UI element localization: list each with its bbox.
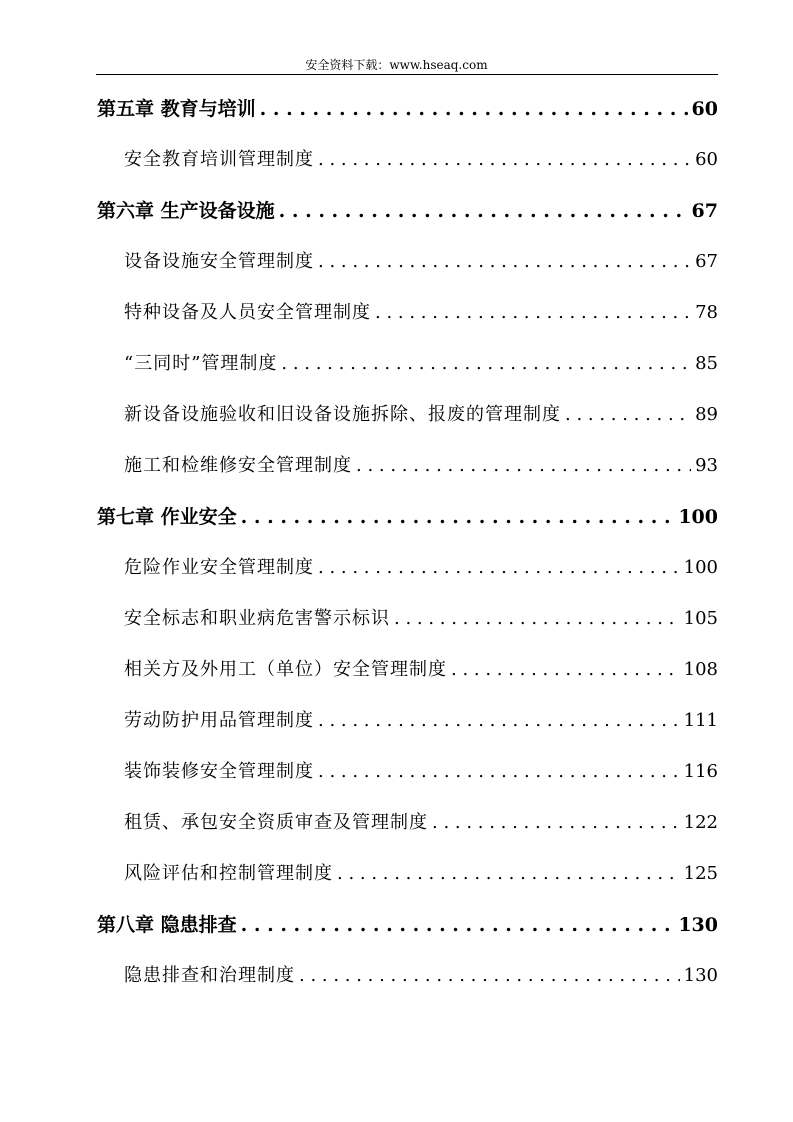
toc-entry-title: 第六章 生产设备设施	[97, 200, 275, 222]
toc-page-number: 130	[683, 965, 718, 986]
toc-page-number: 111	[683, 710, 718, 731]
toc-leader	[318, 706, 680, 736]
toc-entry-title: 劳动防护用品管理制度	[124, 710, 314, 731]
toc-entry-title: 安全标志和职业病危害警示标识	[124, 608, 390, 629]
toc-section[interactable]	[124, 655, 718, 685]
toc-leader	[279, 196, 688, 226]
toc-page-number: 105	[683, 608, 718, 629]
toc-section[interactable]	[124, 961, 718, 991]
toc-section[interactable]	[124, 757, 718, 787]
toc-entry-title: 新设备设施验收和旧设备设施拆除、报废的管理制度	[124, 404, 561, 425]
toc-chapter-8[interactable]	[97, 910, 718, 940]
toc-leader	[318, 757, 680, 787]
toc-page-number: 100	[678, 506, 718, 528]
toc-section[interactable]	[124, 400, 718, 430]
toc-leader	[451, 655, 680, 685]
header-rule	[96, 74, 718, 75]
toc-entry-title: “三同时”管理制度	[124, 353, 278, 374]
toc-chapter-6[interactable]	[97, 196, 718, 226]
toc-page-number: 60	[695, 149, 718, 170]
toc-leader	[565, 400, 691, 430]
toc-section[interactable]	[124, 145, 718, 175]
toc-leader	[299, 961, 680, 991]
toc-entry-title: 第八章 隐患排查	[97, 914, 237, 936]
toc-leader	[241, 502, 675, 532]
toc-page-number: 116	[683, 761, 718, 782]
toc-page-number: 67	[691, 200, 718, 222]
page-header: 安全资料下载：www.hseaq.com	[305, 58, 488, 72]
toc-leader	[318, 553, 680, 583]
toc-page-number: 67	[695, 251, 718, 272]
toc-leader	[337, 859, 680, 889]
toc-section[interactable]	[124, 706, 718, 736]
toc-leader	[318, 247, 691, 277]
toc-section[interactable]	[124, 604, 718, 634]
toc-leader	[281, 349, 691, 379]
toc-entry-title: 安全教育培训管理制度	[124, 149, 314, 170]
toc-entry-title: 特种设备及人员安全管理制度	[124, 302, 371, 323]
toc-page-number: 89	[695, 404, 718, 425]
toc-page-number: 100	[683, 557, 718, 578]
toc-chapter-5[interactable]	[97, 94, 718, 124]
toc-entry-title: 施工和检维修安全管理制度	[124, 455, 352, 476]
toc-section[interactable]	[124, 247, 718, 277]
toc-leader	[356, 451, 691, 481]
toc-chapter-7[interactable]	[97, 502, 718, 532]
toc-page-number: 108	[683, 659, 718, 680]
toc-entry-title: 装饰装修安全管理制度	[124, 761, 314, 782]
toc-leader	[260, 94, 688, 124]
toc-entry-title: 相关方及外用工（单位）安全管理制度	[124, 659, 447, 680]
toc-section[interactable]	[124, 451, 718, 481]
toc-entry-title: 租赁、承包安全资质审查及管理制度	[124, 812, 428, 833]
toc-page-number: 85	[695, 353, 718, 374]
toc-entry-title: 隐患排查和治理制度	[124, 965, 295, 986]
toc-leader	[394, 604, 680, 634]
toc-leader	[375, 298, 691, 328]
toc-page-number: 125	[683, 863, 718, 884]
toc-leader	[241, 910, 675, 940]
toc-section[interactable]	[124, 349, 718, 379]
toc-section[interactable]	[124, 298, 718, 328]
toc-page-number: 60	[691, 98, 718, 120]
toc-entry-title: 危险作业安全管理制度	[124, 557, 314, 578]
toc-leader	[318, 145, 691, 175]
toc-leader	[432, 808, 680, 838]
toc-entry-title: 设备设施安全管理制度	[124, 251, 314, 272]
toc-entry-title: 第七章 作业安全	[97, 506, 237, 528]
toc-section[interactable]	[124, 553, 718, 583]
toc-entry-title: 风险评估和控制管理制度	[124, 863, 333, 884]
toc-page-number: 130	[678, 914, 718, 936]
toc-page-number: 93	[695, 455, 718, 476]
toc-section[interactable]	[124, 808, 718, 838]
toc-page-number: 122	[683, 812, 718, 833]
toc-entry-title: 第五章 教育与培训	[97, 98, 256, 120]
toc-page-number: 78	[695, 302, 718, 323]
toc-section[interactable]	[124, 859, 718, 889]
